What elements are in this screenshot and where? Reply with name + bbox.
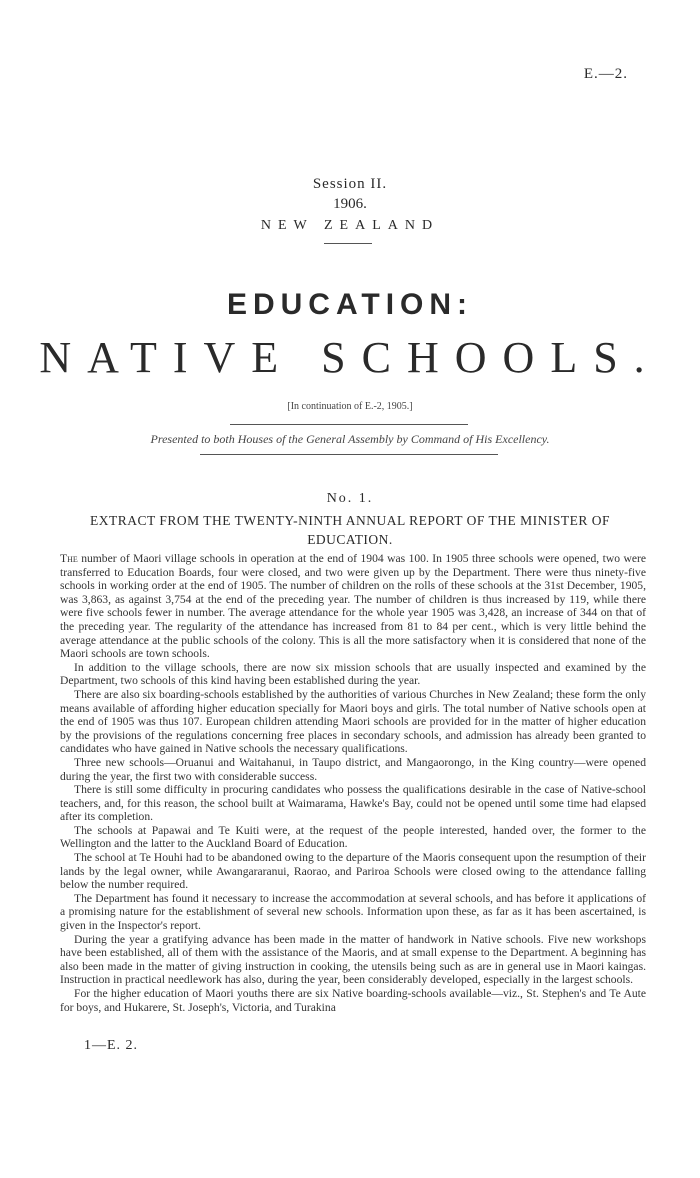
session-label: Session II. [312,176,388,192]
title-education: EDUCATION: [226,288,474,321]
paragraph-9: During the year a gratifying advance has been made in the matter of handwork in Native schools. Five new workshops have been established, all of them with the assistance of the Maoris, and at small expense to the Department. A beginning has also been made in the matter of giving instruction in cooking, the utensils being such as are in general use in Maori kaingas. Instruction in practical needlework has also, during the year, been considerably developed, especially in the largest schools. [60,932,646,987]
year-label: 1906. [333,196,367,212]
paragraph-4: Three new schools—Oruanui and Waitahanui, in Taupo district, and Mangaorongo, in the King country—were opened during the year, the first two with considerable success. [60,755,646,783]
country-label: NEW ZEALAND [260,218,440,233]
paragraph-6: The schools at Papawai and Te Kuiti were, at the request of the people interested, handed over, the former to the Wellington and the latter to the Auckland Board of Education. [60,823,646,851]
paragraph-10: For the higher education of Maori youths there are six Native boarding-schools available—viz., St. Stephen's and Te Aute for boys, and Hukarere, St. Joseph's, Victoria, and Turakina [60,987,646,1014]
paragraph-3: There are also six boarding-schools established by the authorities of various Churches in New Zealand; these form the only means available of affording higher education specially for Maori boys and girls. The total number of Native schools open at the end of 1905 was thus 107. European children attending Maori schools are provided for in the matter of higher education by the provisions of the regulations concerning free places in secondary schools, and admission has already been granted to candidates who have gained in Native schools the necessary qualifications. [60,687,646,756]
page-reference: E.—2. [583,66,628,82]
report-heading: EXTRACT FROM THE TWENTY-NINTH ANNUAL REPORT OF THE MINISTER OF EDUCATION. [89,513,611,547]
paragraph-7: The school at Te Houhi had to be abandoned owing to the departure of the Maoris consequent upon the resumption of their lands by the legal owner, while Awangararanui, Raorao, and Pariroa Schools were closed owing to the attendance falling below the number required. [60,851,646,892]
continuation-note: [In continuation of E.-2, 1905.] [287,401,413,412]
paragraph-2: In addition to the village schools, there are now six mission schools that are usually inspected and examined by the Department, two schools of this kind having been established during the year. [60,660,646,688]
paragraph-8: The Department has found it necessary to increase the accommodation at several schools, and has before it applications of a promising nature for the establishment of several new schools. Information upon these, as far as it has been ascertained, is given in the Inspector's report. [60,891,646,933]
divider-short [324,243,372,244]
presented-line: Presented to both Houses of the General Assembly by Command of His Excellency. [150,432,550,446]
paragraph-1: The number of Maori village schools in operation at the end of 1904 was 100. In 1905 three schools were opened, two were transferred to Education Boards, four were closed, and two were given up by the Department. There were thus ninety-five schools in working order at the end of 1905. The number of children on the rolls of these schools at the 31st December, 1905, was 3,863, as against 3,754 at the end of the preceding year. The number of children is thus increased by 119, while there were five schools fewer in number. The average attendance for the whole year 1905 was 3,428, an increase of 344 on that of the preceding year. The regularity of the attendance has increased from 81 to 84 per cent., which is very little behind the average attendance at the public schools of the colony. This is all the more satisfactory when it is considered that none of the Maori schools are town schools. [60,552,646,661]
footer-reference: 1—E. 2. [84,1038,139,1053]
report-body [60,552,646,1014]
paragraph-5: There is still some difficulty in procuring candidates who possess the qualifications desirable in the case of Native-school teachers, and, for this reason, the school built at Waimarama, Hawke's Bay, could not be opened until some time had elapsed after its completion. [60,783,646,824]
first-word: The [60,552,78,565]
divider-upper [230,424,468,425]
divider-lower [200,454,498,455]
report-number: No. 1. [326,491,374,506]
title-native-schools: NATIVE SCHOOLS. [39,333,661,382]
